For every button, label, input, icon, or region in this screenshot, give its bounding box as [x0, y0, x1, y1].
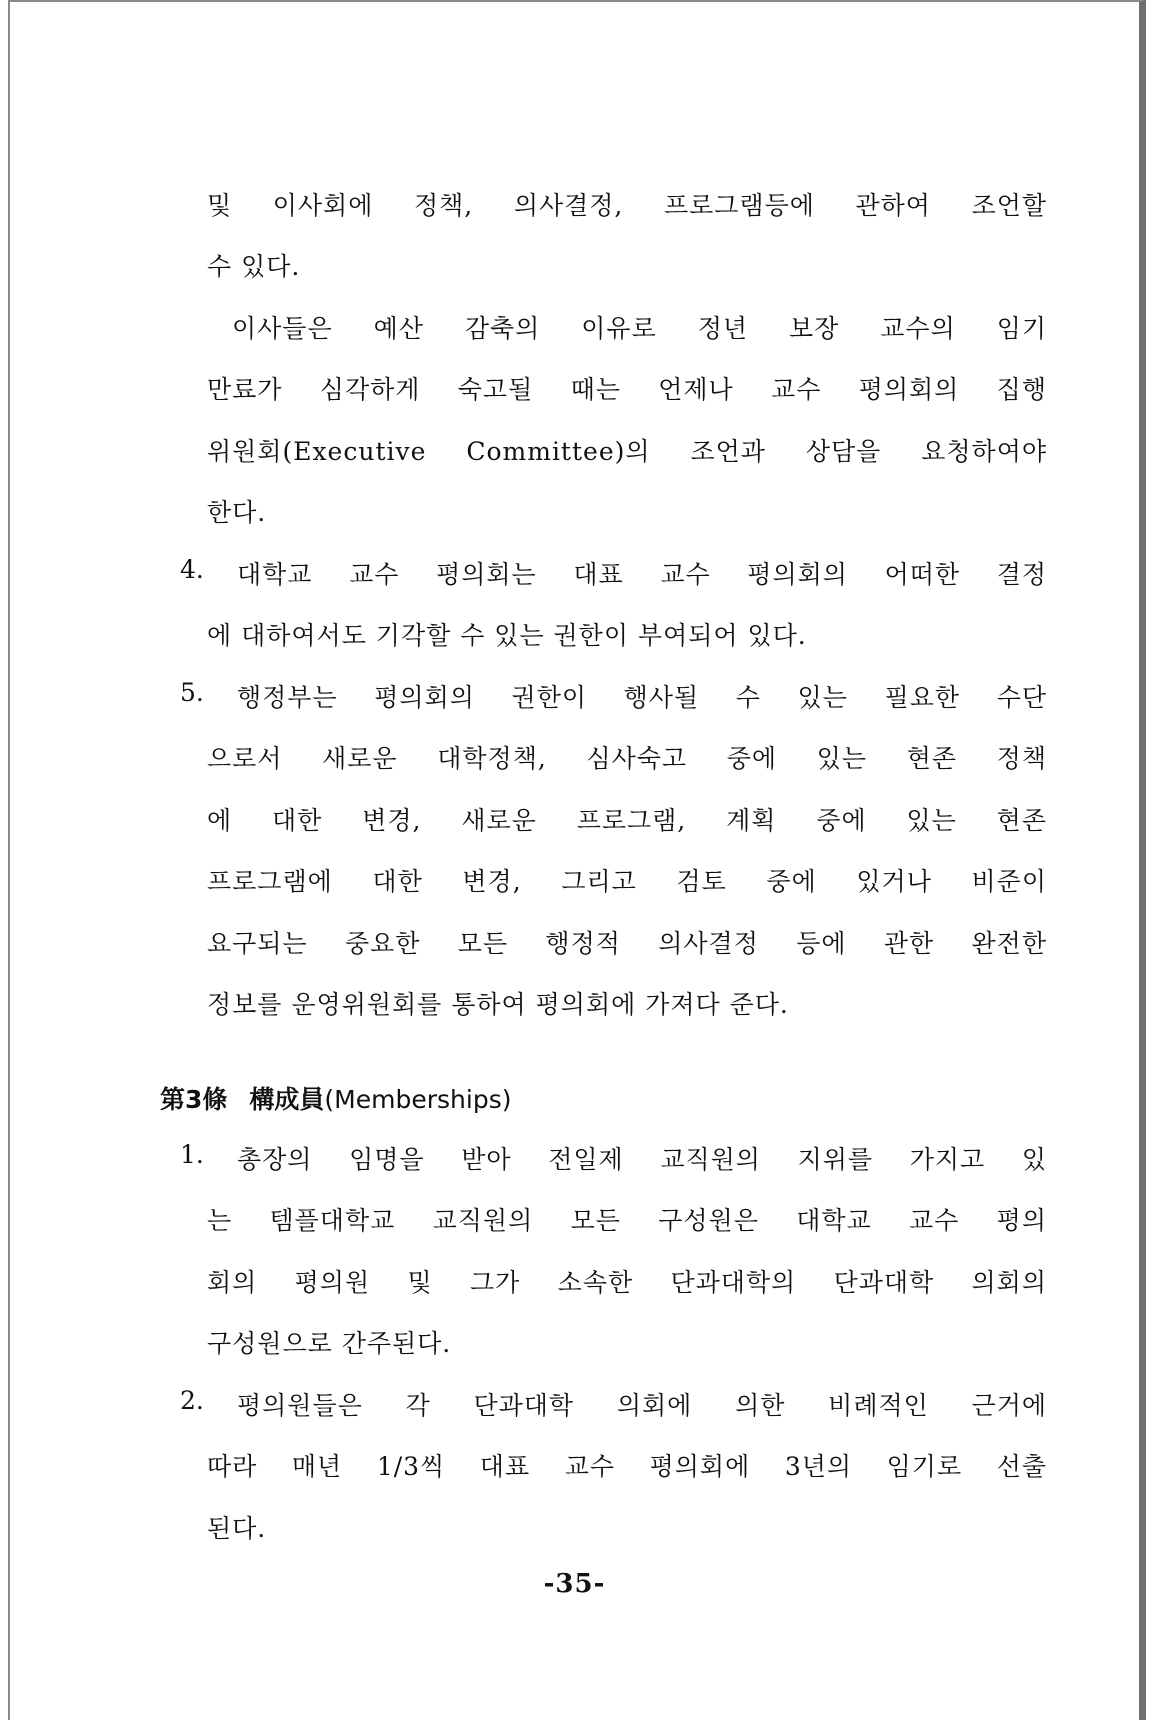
paragraph-line: 및 이사회에 정책, 의사결정, 프로그램등에 관하여 조언할 — [207, 191, 1047, 220]
list-item-line: 대학교 교수 평의회는 대표 교수 평의회의 어떠한 결정 — [237, 560, 1047, 589]
paragraph-line: 수 있다. — [207, 252, 301, 281]
section-title: 構成員 — [249, 1085, 325, 1114]
list-item-line: 따라 매년 1/3씩 대표 교수 평의회에 3년의 임기로 선출 — [207, 1452, 1047, 1481]
paragraph-line: 만료가 심각하게 숙고될 때는 언제나 교수 평의회의 집행 — [207, 375, 1047, 404]
list-item-line: 구성원으로 간주된다. — [207, 1329, 452, 1358]
paragraph-line: 한다. — [207, 498, 267, 527]
list-item-line: 에 대한 변경, 새로운 프로그램, 계획 중에 있는 현존 — [207, 806, 1047, 835]
list-item-number: 1. — [180, 1140, 204, 1169]
list-item-line: 에 대하여서도 기각할 수 있는 권한이 부여되어 있다. — [207, 621, 807, 650]
list-item-line: 총장의 임명을 받아 전일제 교직원의 지위를 가지고 있 — [237, 1145, 1047, 1174]
list-item-line: 는 템플대학교 교직원의 모든 구성원은 대학교 교수 평의 — [207, 1206, 1047, 1235]
list-item-line: 평의원들은 각 단과대학 의회에 의한 비례적인 근거에 — [237, 1391, 1047, 1420]
paragraph-line: 이사들은 예산 감축의 이유로 정년 보장 교수의 임기 — [232, 314, 1047, 343]
list-item-line: 행정부는 평의회의 권한이 행사될 수 있는 필요한 수단 — [237, 683, 1047, 712]
page-number: -35- — [543, 1569, 606, 1599]
list-item-number: 2. — [180, 1386, 204, 1415]
section-title-english: (Memberships) — [324, 1085, 512, 1114]
section-heading — [160, 1080, 511, 1116]
paragraph-line: 위원회(Executive Committee)의 조언과 상담을 요청하여야 — [207, 437, 1047, 466]
list-item-number: 5. — [180, 678, 204, 707]
list-item-line: 요구되는 중요한 모든 행정적 의사결정 등에 관한 완전한 — [207, 929, 1047, 958]
list-item-line: 프로그램에 대한 변경, 그리고 검토 중에 있거나 비준이 — [207, 867, 1047, 896]
list-item-line: 된다. — [207, 1514, 267, 1543]
list-item-number: 4. — [180, 555, 204, 584]
document-page — [8, 0, 1146, 1720]
list-item-line: 으로서 새로운 대학정책, 심사숙고 중에 있는 현존 정책 — [207, 744, 1047, 773]
article-number: 第3條 — [160, 1085, 228, 1114]
list-item-line: 정보를 운영위원회를 통하여 평의회에 가져다 준다. — [207, 990, 789, 1019]
list-item-line: 회의 평의원 및 그가 소속한 단과대학의 단과대학 의회의 — [207, 1268, 1047, 1297]
